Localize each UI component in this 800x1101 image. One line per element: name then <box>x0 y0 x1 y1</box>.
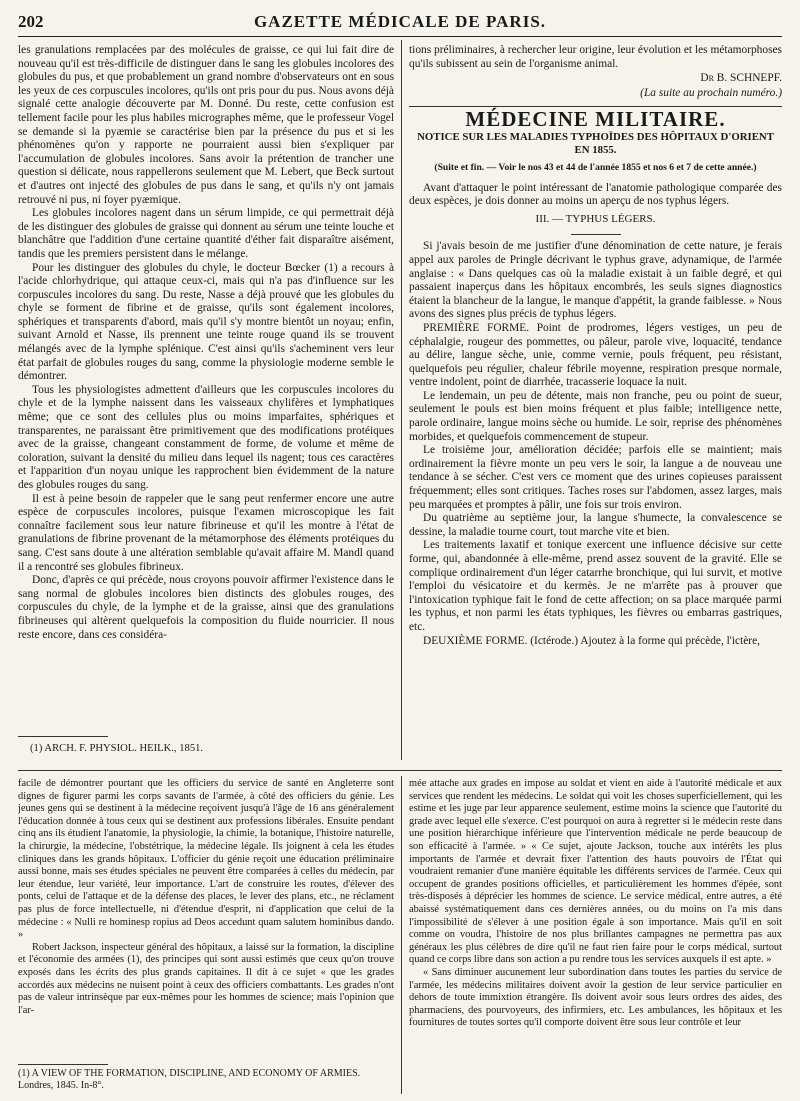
right-paragraph-2: PREMIÈRE FORME. Point de prodromes, légers vestiges, un peu de céphalalgie, rougeur des pommettes, ou pâleur, parole vive, loquacité, tendance au délire, langue sèche, unie, comme vernie, pouls fréquent, peu résistant, quelquefois peu régulier, chaleur fébrile moyenne, respiration presque normale, ventre indolent, point de diarrhée, tracasserie loquace la nuit. <box>409 321 782 389</box>
page-header <box>18 10 782 37</box>
notice-title: NOTICE SUR LES MALADIES TYPHOÏDES DES HÔPITAUX D'ORIENT EN 1855. <box>417 130 774 156</box>
left-paragraph-1: les granulations remplacées par des molécules de graisse, ce qui lui fait dire de nouveau qu'il est très-difficile de distinguer dans le sang les globules incolores des globules du pus, et que probablement un grand nombre d'observateurs ont en sous les yeux de ces corpuscules incolores, qu'ils ont pris pour du pus. Nous avons déjà signalé cette analogie découverte par M. Donné. Du reste, cette confusion est tellement facile pour les plus habiles micrographes même, que le professeur Vogel se demande si la pyæmie se caractérise bien par la présence du pus et si les phénomènes qu'on y rapporte ne pourraient aussi bien s'expliquer par l'accumulation de globules incolores. Sans avoir la prétention de trancher une question si délicate, nous rappellerons seulement que M. Lebert, que Beck surtout et d'autres ont injecté des globules de pus dans le sang, et qu'ils n'y ont jamais retrouvé ni pus, ni foyer pyæmique. <box>18 44 394 206</box>
bottom-right-column <box>409 778 782 1094</box>
column-divider <box>401 40 402 760</box>
bottom-footnote-divider <box>18 1064 108 1065</box>
bottom-left-column <box>18 778 394 1060</box>
bottom-right-paragraph-1: mée attache aux grades en impose au soldat et vient en aide à l'autorité médicale et aux services que rendent les médecins. Le soldat qui voit les choses superficiellement, qui les estime et les juge par leur apparence seulement, estime moins la science que l'autorité du grade avec lequel elle s'exerce. C'est pourquoi on aura à regretter si le médecin reste dans une position hiérarchique inférieure que l'intervention médicale ne perde beaucoup de son efficacité à l'armée. » « Ce sujet, ajoute Jackson, touche aux intérêts les plus importants de l'armée et devrait fixer l'attention des hauts pouvoirs de l'État qui voudraient remanier d'une manière équitable les différents services de l'armée. Ceux qui occupent de grandes positions officielles, et particulièrement les hommes d'épée, sont très-disposés à déprécier les hommes de science. Le service médical, entre autres, a été abaissé systématiquement dans ces dernières années, ou du moins on l'a mis dans l'impossibilité de s'élever à une position égale à son importance. Mais qu'il en soit comme on voudra, l'histoire de nos plus brillantes campagnes ne permettra pas aux généraux les plus célèbres de dire qu'il ne faut rien faire pour le corps médical, surtout quand ce corps libre dans son action a pu rendre tous les services auxquels il est apte. » <box>409 778 782 966</box>
journal-title: GAZETTE MÉDICALE DE PARIS. <box>253 12 547 31</box>
left-paragraph-4: Tous les physiologistes admettent d'ailleurs que les corpuscules incolores du chyle et de la lymphe naissent dans les vaisseaux chylifères et lymphatiques même; que ce sont des cellules plus ou moins imparfaites, sphériques et transparentes, ne paraissant être primitivement que des modifications protéiques avec de la graisse, changeant constamment de forme, de volume et même de coloration, suivant la densité du milieu dans lequel ils nagent; tous ces caractères et l'apparition d'un noyau unique les rapprochent bien évidemment de la nature des globules rouges du sang. <box>18 383 394 491</box>
right-continuation: tions préliminaires, à rechercher leur origine, leur évolution et les métamorphoses qu'ils subissent au sein de l'organisme animal. <box>409 44 782 70</box>
bottom-left-paragraph-2: Robert Jackson, inspecteur général des hôpitaux, a laissé sur la formation, la discipline et l'économie des armées (1), des principes qui sont aussi estimés que ceux qu'on trouve exposés dans les écrits des plus grands capitaines. Il dit à ce sujet « que les grades accordés aux médecins ne nuisent point à ceux des officiers combattants. Les grades n'ont pas de valeur intrinsèque par eux-mêmes pour les hommes de science; mais l'opinion que l'ar- <box>18 941 394 1016</box>
section-title: MÉDECINE MILITAIRE. <box>465 107 726 132</box>
right-paragraph-7: DEUXIÈME FORME. (Ictérode.) Ajoutez à la forme qui précède, l'ictère, <box>423 634 761 647</box>
right-paragraph-4: Le troisième jour, amélioration décidée; parfois elle se maintient; mais ordinairement la fièvre monte un peu vers le soir, la langue a de nouveau une tendance à se sécher. C'est vers ce moment que des urines copieuses paraissent fréquemment; elles sont critiques. Taches roses sur l'abdomen, assez larges, mais peu marquées et promptes à pâlir, une fois sur trois environ. <box>409 444 782 511</box>
bottom-left-footnote: (1) A VIEW OF THE FORMATION, DISCIPLINE, AND ECONOMY OF ARMIES. Londres, 1845. In-8°. <box>18 1068 361 1091</box>
section-rule <box>409 106 782 107</box>
left-paragraph-5: Il est à peine besoin de rappeler que le sang peut renfermer encore une autre espèce de corpuscules incolores, puisque l'examen microscopique les fait connaître facilement sous leur nature fibrineuse et qu'il les montre à l'état de granulations de fibrine provenant de la métamorphose des éléments protéiques du sang. C'est sans doute à une altération semblable qu'avait affaire M. Mandl quand il a rencontré ses globules fibrineux. <box>18 492 394 573</box>
page-number: 202 <box>18 12 44 31</box>
subsection-heading: III. — TYPHUS LÉGERS. <box>535 212 656 225</box>
right-paragraph-6: Les traitements laxatif et tonique exercent une influence décisive sur cette forme, qui, abandonnée à elle-même, prend assez souvent de la gravité. Elle se complique ordinairement d'un léger catarrhe bronchique, qui lui survit, et motive l'emploi du vésicatoire et du kermès. Je ne m'arrête pas à prouver que l'intoxication typhique fait le fond de cette affection; on sa place marquée parmi les typhus, et non parmi les états typhiques, les fièvres ou embarras gastriques, etc. <box>409 539 782 633</box>
right-paragraph-3: Le lendemain, un peu de détente, mais non franche, peu ou point de sueur, seulement le pouls est bien moins fréquent et plus faible; intelligence nette, parole ordinaire, langue moins sèche ou humide. Le soir, reprise des phénomènes morbides, et quelquefois commencement de stupeur. <box>409 389 782 443</box>
left-column <box>18 44 394 726</box>
feuilleton-divider <box>18 770 782 771</box>
left-paragraph-3: Pour les distinguer des globules du chyle, le docteur Bœcker (1) a recours à l'acide chlorhydrique, qui attaque ceux-ci, mais qui n'a pas d'influence sur les corpuscules incolores du sang. Du reste, Nasse a déjà prouvé que les globules du chyle se forment de fibrine et de graisse, qu'ils sont également incolores, sphériques et transparents d'abord, mais qu'il s'y montre bientôt un noyau; enfin, suivant Arnold et Nasse, ils prennent une teinte rouge quand ils se trouvent mélangés avec de la lymphe splénique. C'est ainsi qu'ils s'acheminent vers leur état parfait de globules rouges du sang, comme la physiologie moderne semble le démontrer. <box>18 261 394 383</box>
subsection-rule <box>571 234 621 235</box>
suite-reference: (Suite et fin. — Voir le nos 43 et 44 de l'année 1855 et nos 6 et 7 de cette année.) <box>434 161 757 173</box>
right-paragraph-5: Du quatrième au septième jour, la langue s'humecte, la convalescence se dessine, la maladie tourne court, tout marche vite et bien. <box>409 512 782 538</box>
left-footnote: (1) ARCH. F. PHYSIOL. HEILK., 1851. <box>30 743 204 754</box>
suite-note: (La suite au prochain numéro.) <box>640 86 782 99</box>
author-signature: Dr B. SCHNEPF. <box>700 72 782 85</box>
bottom-right-paragraph-2: « Sans diminuer aucunement leur subordination dans toutes les parties du service de l'armée, les médecins militaires doivent avoir la gestion de leur service particulier en dehors de toute immixtion étrangère. Ils doivent avoir sous leurs ordres des aides, des pharmaciens, des pourvoyeurs, des infirmiers, etc. Les ambulances, les hôpitaux et les fournitures de toutes sortes qu'il comporte doivent être sous leur contrôle et leur <box>409 966 782 1029</box>
right-column <box>409 44 782 760</box>
footnote-divider <box>18 736 108 737</box>
intro-paragraph: Avant d'attaquer le point intéressant de l'anatomie pathologique comparée des deux espèces, je dois donner au moins un aperçu de nos typhus légers. <box>409 181 782 208</box>
bottom-column-divider <box>401 776 402 1094</box>
left-paragraph-2: Les globules incolores nagent dans un sérum limpide, ce qui permettrait déjà de les distinguer des globules de graisse qui donnent au sérum une teinte louche et blanchâtre que l'addition d'une certaine quantité d'éther fait disparaître aisément, tandis que les premiers persistent dans le mélange. <box>18 207 394 260</box>
bottom-left-paragraph-1: facile de démontrer pourtant que les officiers du service de santé en Angleterre sont dignes de figurer parmi les corps savants de l'armée, à côté des officiers du génie. Les jeunes gens qui se destinent à la médecine reçoivent jusqu'à l'âge de 16 ans généralement l'éducation donnée à tous ceux qui se destinent aux professions libérales. Ensuite pendant cinq ans ils étudient l'anatomie, la physiologie, la chimie, la botanique, l'histoire naturelle, la chirurgie, la médecine, l'obstétrique, la médecine légale. Ils joignent à cela les études cliniques dans les grands hôpitaux. L'officier du génie reçoit une éducation préliminaire aussi bonne, mais ses études spéciales ne peuvent être comparées à celles du médecin, par leur étendue, leur variété, leur importance. L'art de construire les routes, d'élever des ponts, celui de l'attaque et de la défense des places, le lever des plans, etc., ne réclament pas plus de force intellectuelle, ni d'étendue d'esprit, ni d'application que celui de la médecine : « Nulli re hominesp ropius ad Deos accedunt quam salutem hominibus dando. » <box>18 778 394 941</box>
left-paragraph-6: Donc, d'après ce qui précède, nous croyons pouvoir affirmer l'existence dans le sang normal de globules incolores bien distincts des globules rouges, des corpuscules du chyle, de la lymphe et de la graisse, ainsi que des granulations fibrineuses qui altèrent quelquefois la composition du fluide nourricier. Il nous reste encore, dans ces considéra- <box>18 574 394 641</box>
right-paragraph-1: Si j'avais besoin de me justifier d'une dénomination de cette nature, je ferais appel aux paroles de Pringle décrivant le typhus grave, adynamique, de l'armée anglaise : « Dans quelques cas où la maladie existait à un faible degré, et qui passaient inaperçus dans les hôpitaux encombrés, les seuls signes diagnostics étaient la blancheur de la langue, le manque d'appétit, la grande faiblesse. » Nous avons des signes plus précis de typhus légers. <box>409 240 782 321</box>
